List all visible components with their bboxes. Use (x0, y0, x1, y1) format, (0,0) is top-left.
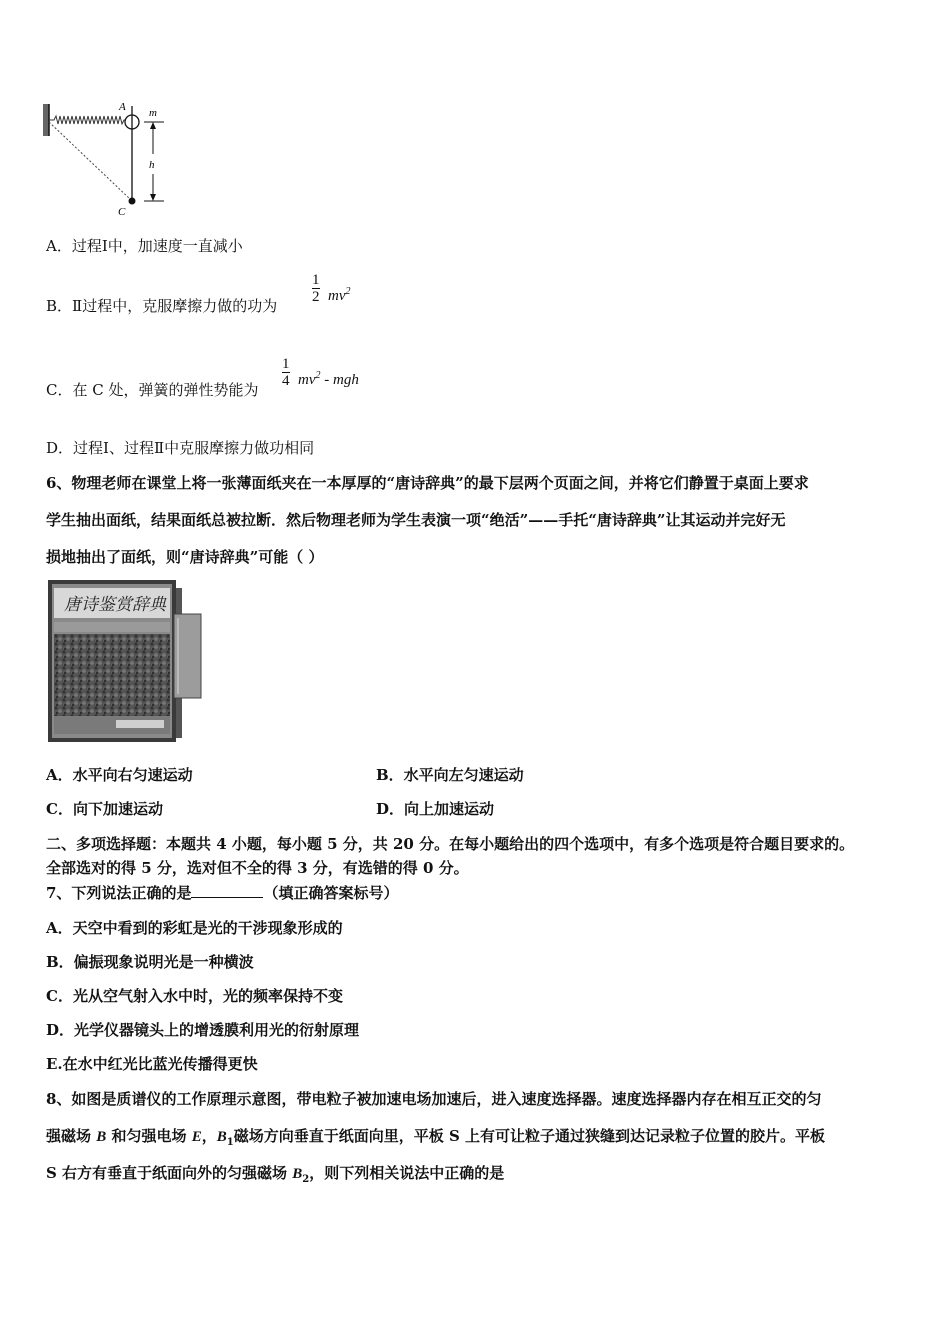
q5-option-c-text: C．在 C 处，弹簧的弹性势能为 (46, 381, 259, 399)
q6-option-c: C．向下加速运动 (46, 800, 163, 818)
q7-option-a: A．天空中看到的彩虹是光的干涉现象形成的 (46, 919, 343, 937)
q5-option-c-expr: $mv^2$ - mgh (298, 370, 359, 388)
spring-rod-figure (40, 98, 170, 220)
fraction-quarter: $\frac{1}{4}$ (282, 356, 290, 389)
q6-stem-line1: 6、物理老师在课堂上将一张薄面纸夹在一本厚厚的“唐诗辞典”的最下层两个页面之间，并将它们静置于桌面上要求 (46, 474, 809, 492)
spring (49, 116, 126, 124)
section2-heading-line1: 二、多项选择题：本题共 4 小题，每小题 5 分，共 20 分。在每小题给出的四个选项中，有多个选项是符合题目要求的。 (46, 835, 855, 853)
point-c (129, 198, 136, 205)
q6-option-b: B．水平向左匀速运动 (376, 766, 524, 784)
label-a: A (119, 101, 126, 113)
label-c: C (118, 206, 126, 218)
label-m: m (149, 107, 157, 119)
q6-option-a: A．水平向右匀速运动 (46, 766, 193, 784)
label-h: h (149, 159, 155, 171)
q7-option-c: C．光从空气射入水中时，光的频率保持不变 (46, 987, 343, 1005)
answer-blank (191, 883, 263, 898)
q7-option-e: E.在水中红光比蓝光传播得更快 (46, 1055, 258, 1073)
q8-stem-line1: 8、如图是质谱仪的工作原理示意图，带电粒子被加速电场加速后，进入速度选择器。速度选择器内存在相互正交的匀 (46, 1090, 822, 1108)
wall (43, 104, 49, 136)
q8-stem-line2: 强磁场 B 和匀强电场 E，$B_1$磁场方向垂直于纸面向里，平板 S 上有可让粒子通过狭缝到达记录粒子位置的胶片。平板 (46, 1127, 825, 1148)
q5-option-b-text: B．Ⅱ过程中，克服摩擦力做的功为 (46, 297, 278, 315)
q8-stem-line3: S 右方有垂直于纸面向外的匀强磁场 $B_2$，则下列相关说法中正确的是 (46, 1164, 505, 1185)
q5-option-d: D．过程Ⅰ、过程Ⅱ中克服摩擦力做功相同 (46, 439, 315, 457)
q5-option-a: A．过程Ⅰ中，加速度一直减小 (46, 237, 243, 255)
q6-stem-line3: 损地抽出了面纸，则“唐诗辞典”可能（ ） (46, 548, 324, 566)
book-title: 唐诗鉴赏辞典 (64, 595, 166, 615)
q6-stem-line2: 学生抽出面纸，结果面纸总被拉断．然后物理老师为学生表演一项“绝活”——手托“唐诗辞典”让其运动并完好无 (46, 511, 786, 529)
q5-option-b-expr: $mv^2$ (328, 286, 351, 304)
q7-stem: 7、下列说法正确的是 （填正确答案标号） (46, 884, 399, 902)
q6-option-d: D．向上加速运动 (376, 800, 495, 818)
fraction-half: $\frac{1}{2}$ (312, 272, 320, 305)
q7-option-d: D．光学仪器镜头上的增透膜利用光的衍射原理 (46, 1021, 360, 1039)
q7-option-b: B．偏振现象说明光是一种横波 (46, 953, 254, 971)
section2-heading-line2: 全部选对的得 5 分，选对但不全的得 3 分，有选错的得 0 分。 (46, 859, 469, 877)
book-figure (46, 578, 206, 744)
